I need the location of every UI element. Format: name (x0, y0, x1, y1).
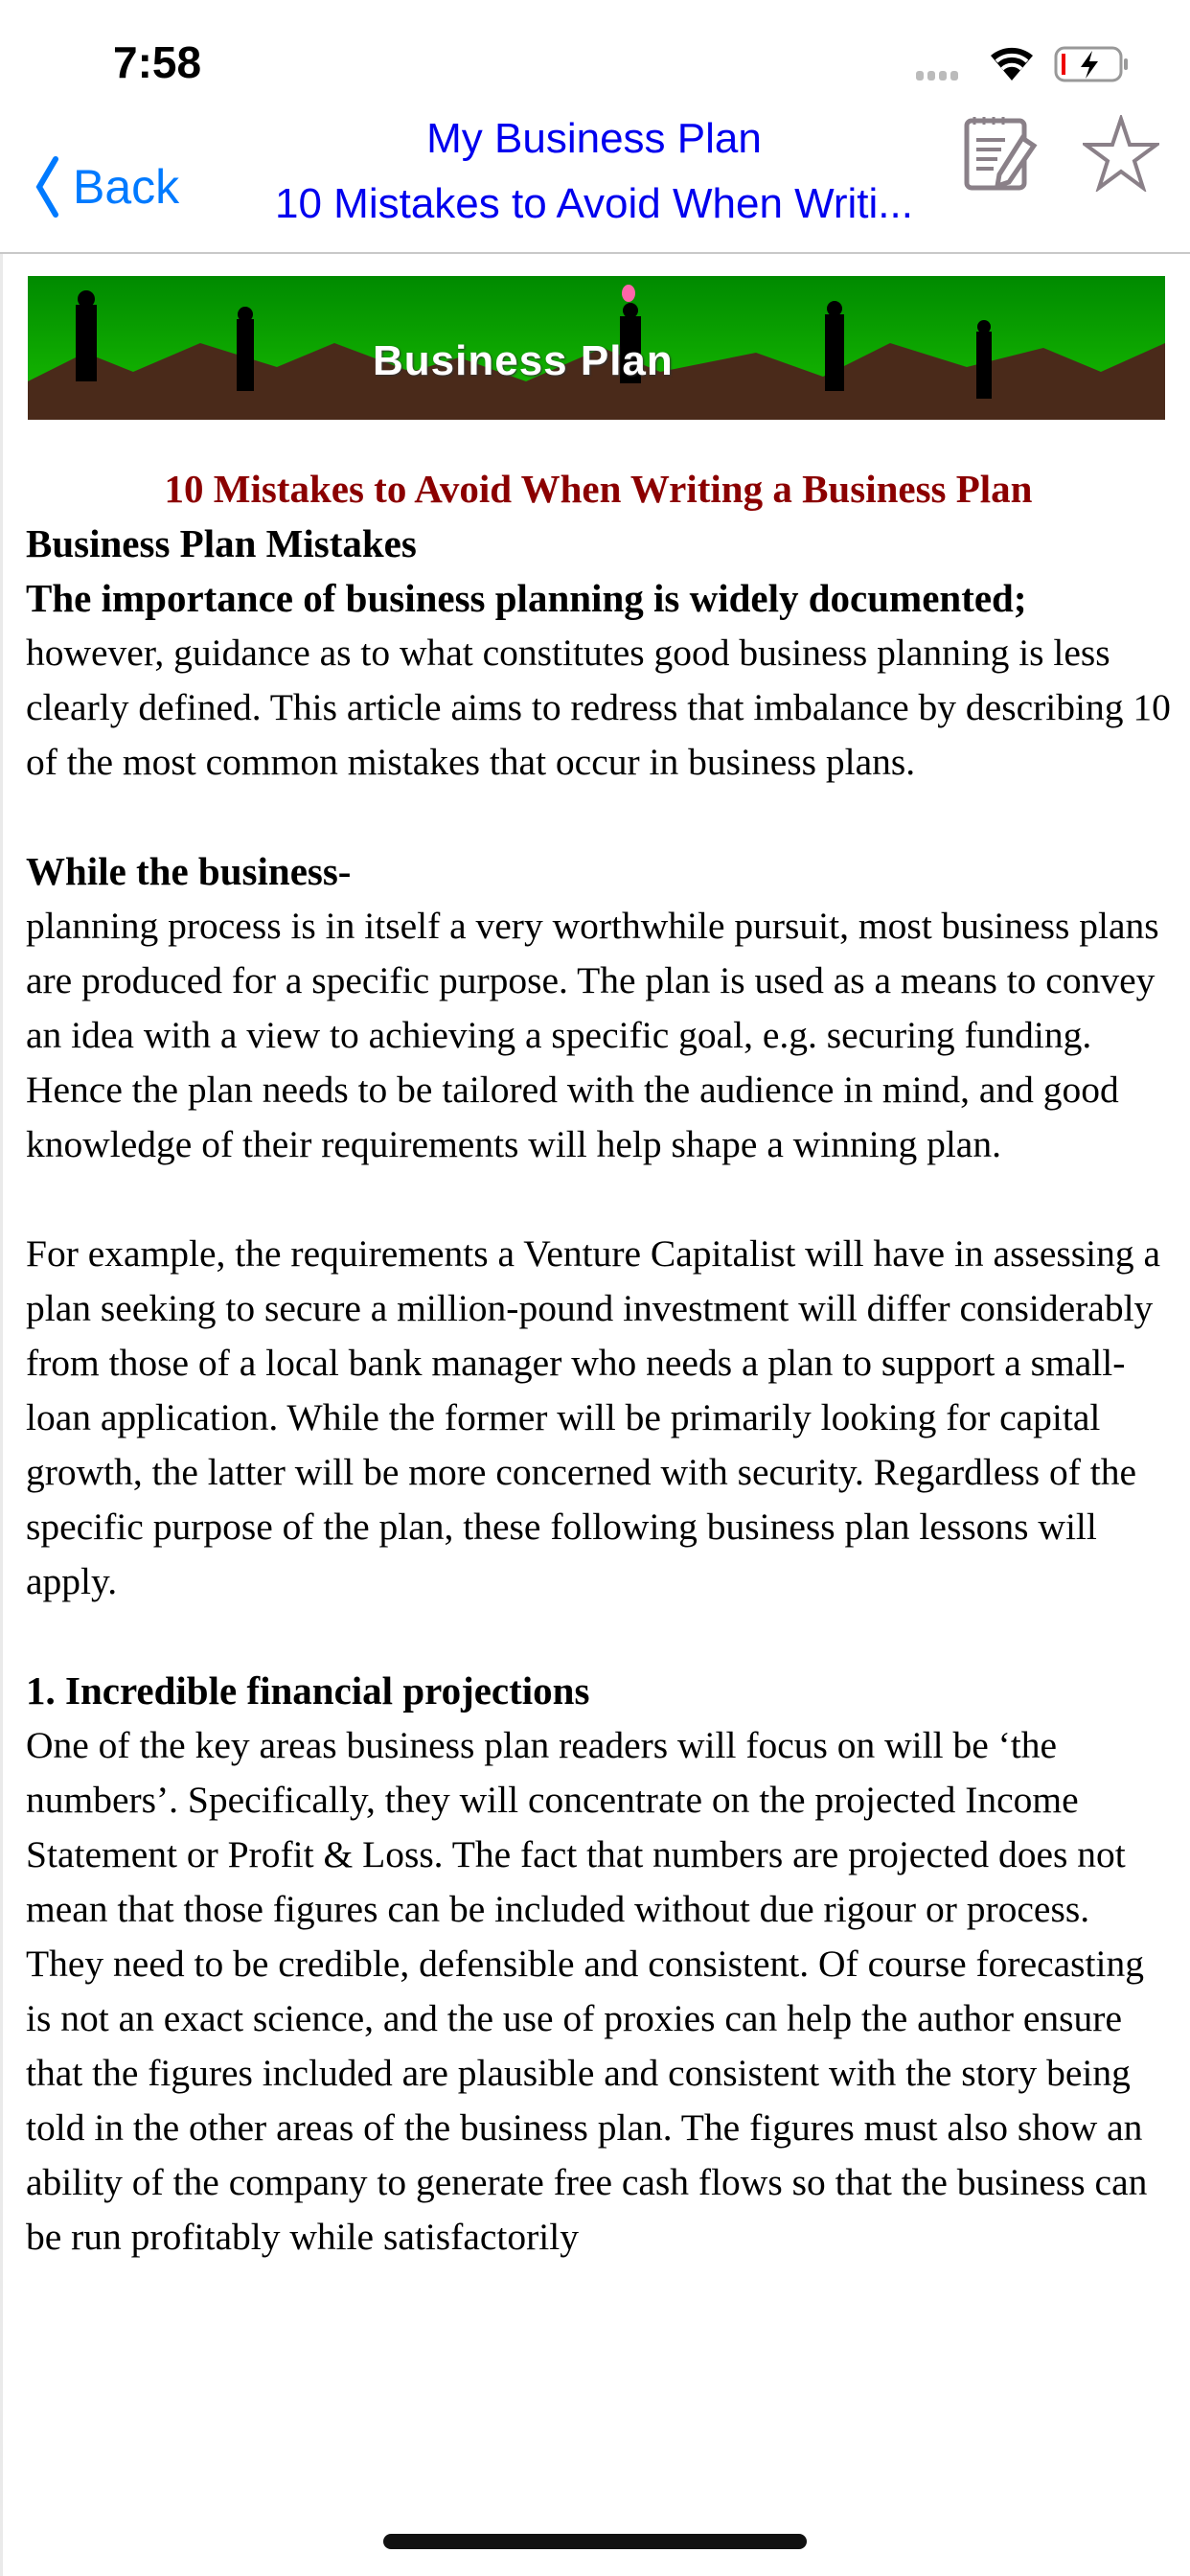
notes-icon[interactable] (963, 115, 1040, 192)
article-paragraph: For example, the requirements a Venture Capitalist will have in assessing a plan seeking to secure a million-pound investment will differ considerably from those of a local bank manager who needs a plan to support a small-loan application. While the former will be primarily looking for capital growth, the latter will be more concerned with security. Regardless of the specific purpose of the plan, these following business plan lessons will apply. (26, 1232, 1160, 1602)
article-heading: Business Plan Mistakes (26, 521, 417, 565)
article-paragraph: planning process is in itself a very worthwhile pursuit, most business plans are produced for a specific purpose. The plan is used as a means to convey an idea with a view to achieving a specific goal, e.g. securing funding. Hence the plan needs to be tailored with the audience in mind, and good knowledge of their requirements will help shape a winning plan. (26, 905, 1159, 1165)
wifi-icon (987, 42, 1037, 82)
article-heading: The importance of business planning is widely documented; (26, 576, 1027, 620)
nav-title: My Business Plan (426, 115, 762, 162)
back-button[interactable] (34, 155, 179, 218)
banner-text: Business Plan (373, 337, 674, 384)
chevron-left-icon (34, 155, 59, 218)
home-indicator[interactable] (383, 2534, 807, 2549)
article-content (26, 462, 1171, 2265)
back-label: Back (73, 160, 180, 214)
article-paragraph: One of the key areas business plan readers will focus on will be ‘the numbers’. Specifically, they will concentrate on the projected Income Statement or Profit & Loss. The fact that numbers are projected does not mean that those figures can be included without due rigour or process. They need to be credible, defensible and consistent. Of course forecasting is not an exact science, and the use of proxies can help the author ensure that the figures included are plausible and consistent with the story being told in the other areas of the business plan. The figures must also show an ability of the company to generate free cash flows so that the business can be run profitably while satisfactorily (26, 1724, 1148, 2258)
navigation-bar (0, 115, 1190, 254)
article-paragraph: however, guidance as to what constitutes good business planning is less clearly defined. This article aims to redress that imbalance by describing 10 of the most common mistakes that occur in business plans. (26, 632, 1171, 783)
article-heading: 1. Incredible financial projections (26, 1668, 590, 1713)
article-heading: While the business- (26, 849, 352, 893)
article-title: 10 Mistakes to Avoid When Writing a Business Plan (164, 467, 1033, 511)
star-icon[interactable] (1083, 115, 1159, 192)
battery-charging-icon (1054, 46, 1131, 84)
content-border (0, 254, 3, 2576)
status-bar (0, 0, 1190, 115)
nav-subtitle: 10 Mistakes to Avoid When Writi... (275, 180, 913, 227)
status-time: 7:58 (113, 37, 202, 87)
cellular-signal-icon (916, 71, 958, 80)
business-plan-banner-image (28, 276, 1165, 420)
